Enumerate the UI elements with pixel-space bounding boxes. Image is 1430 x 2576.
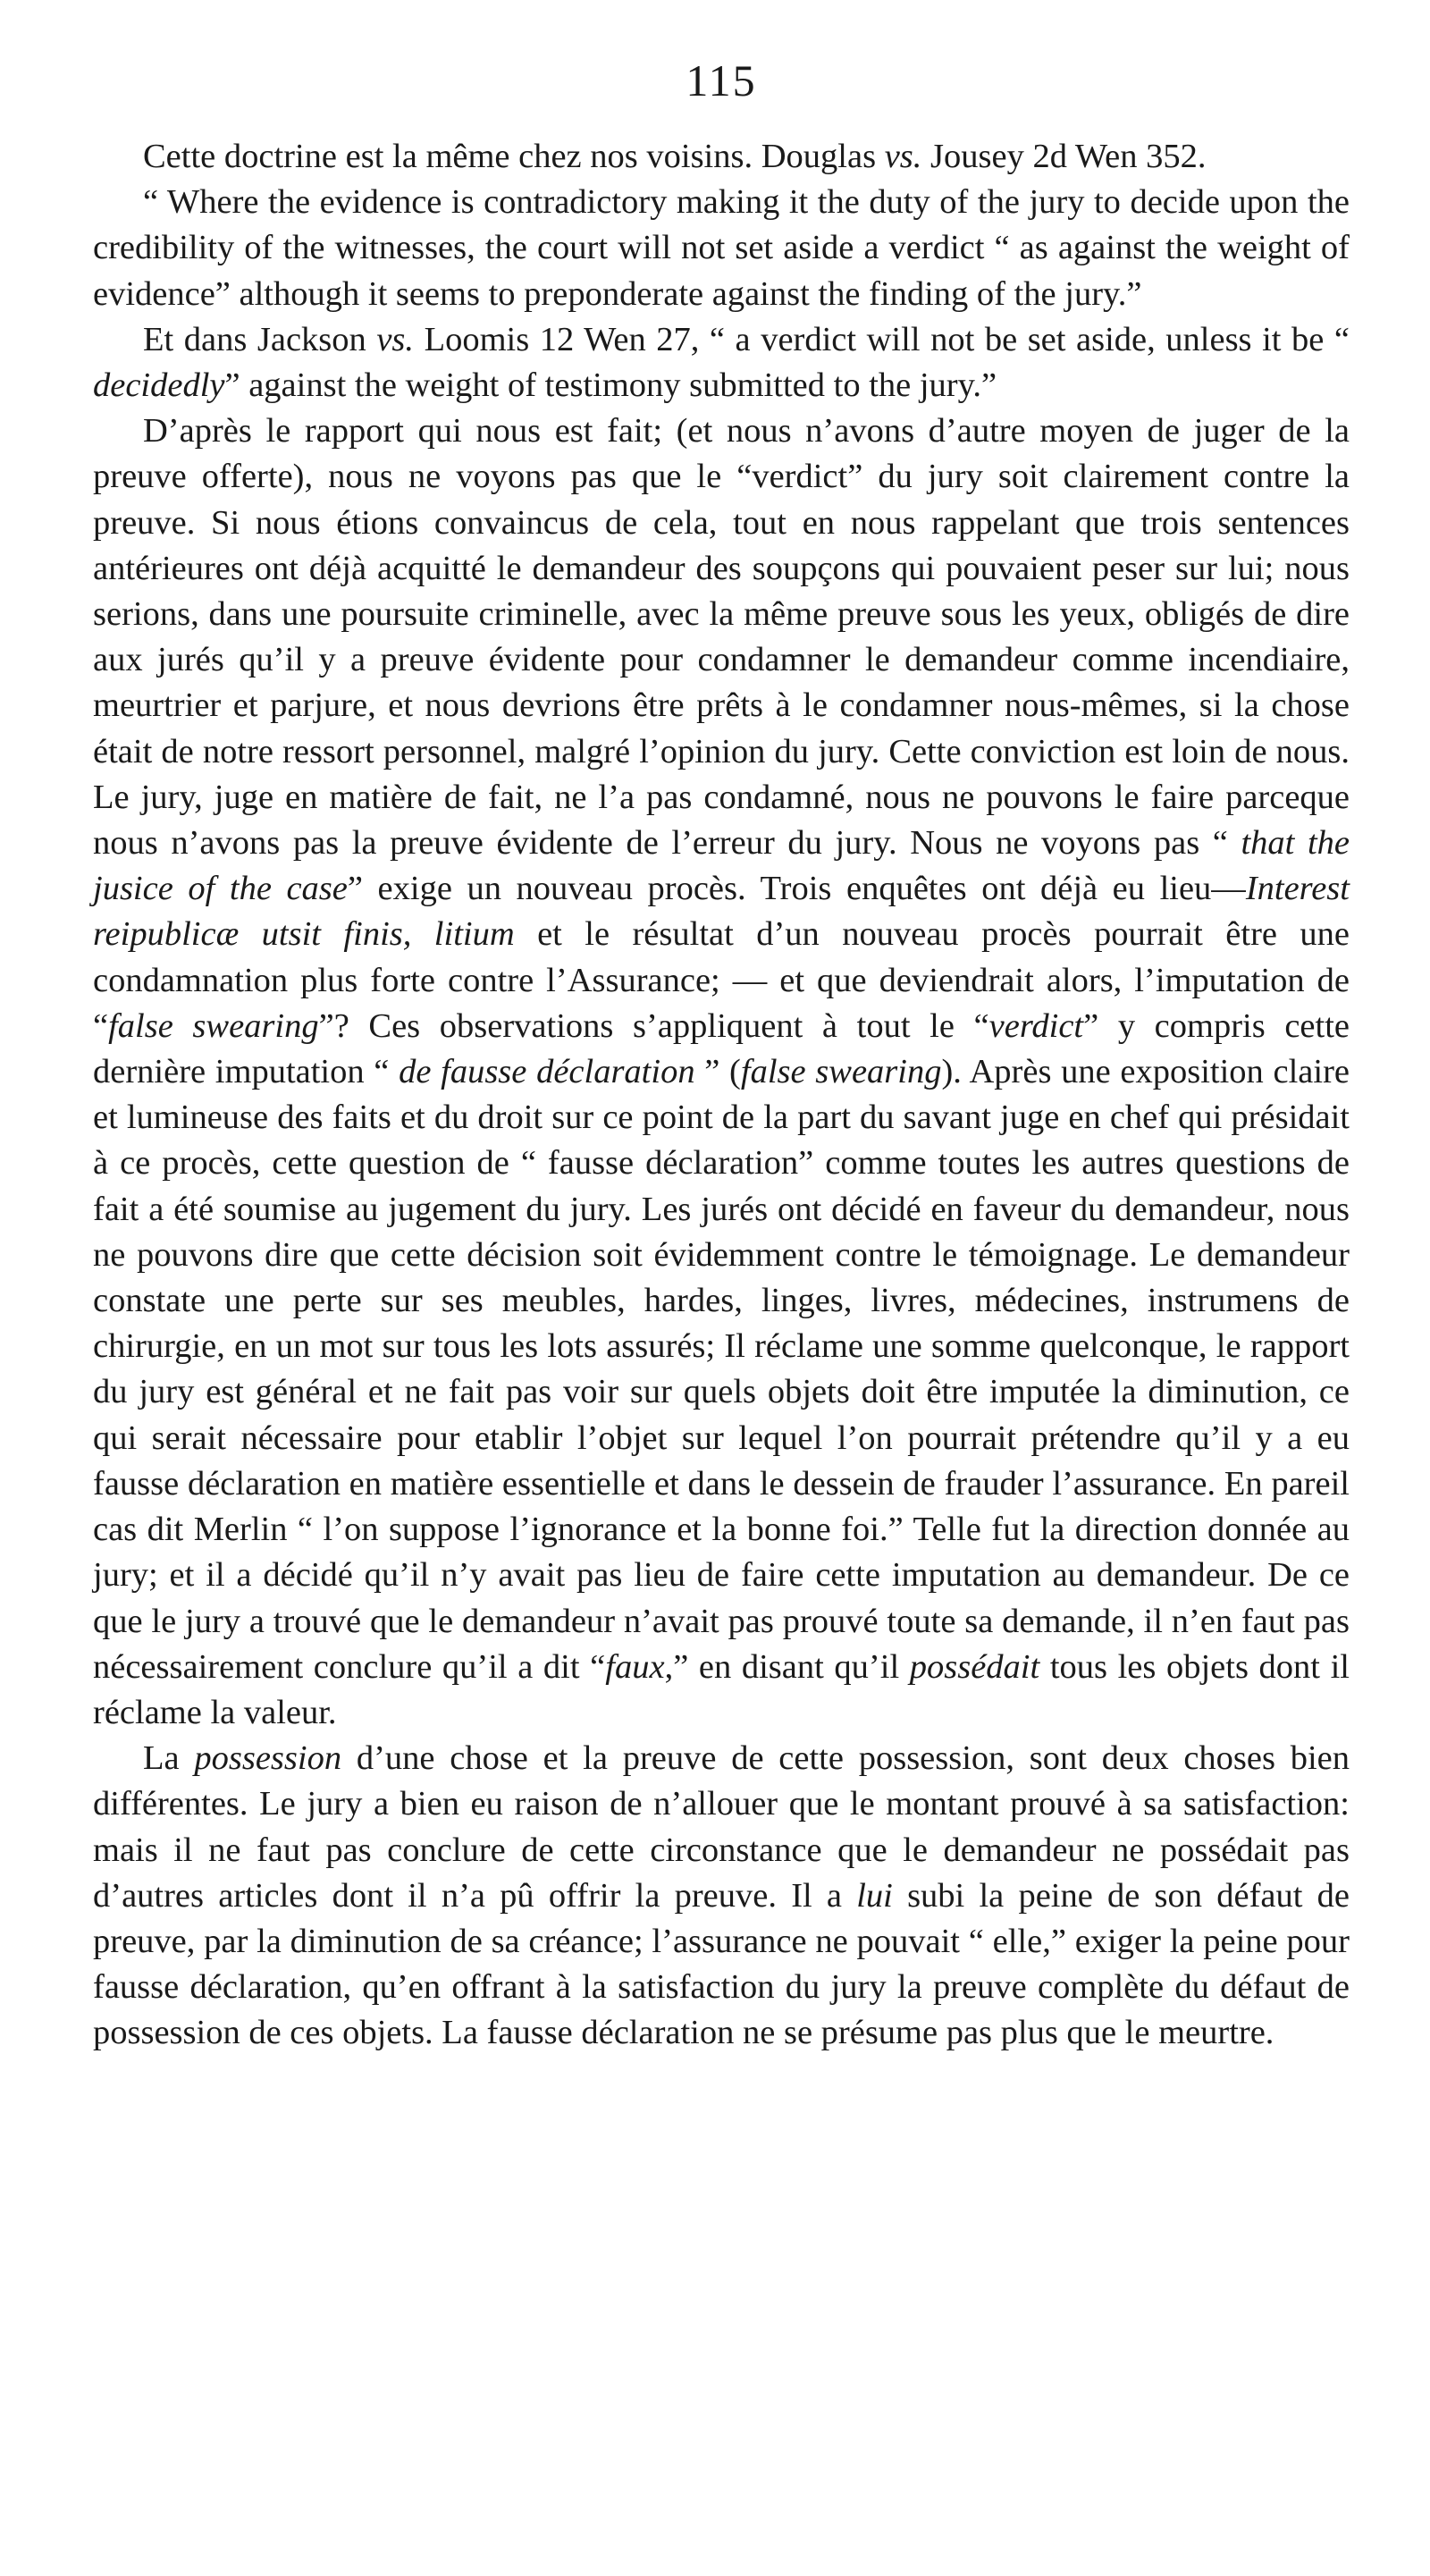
paragraph-5 <box>93 1736 1350 2056</box>
text-run: ”? Ces observations s’appliquent à tout le “ <box>318 1006 989 1045</box>
text-run: ” y compris cette dernière imputation “ <box>93 1006 1350 1091</box>
italic-text: lui <box>856 1876 893 1915</box>
text-run: ). Après une exposition claire et lumineuse des faits et du droit sur ce point de la part du savant juge en chef qui présidait à ce procès, cette question de “ fausse déclaration” comme toutes les autres questions de fait a été soumise au jugement du jury. Les jurés ont décidé en faveur du demandeur, nous ne pouvons dire que cette décision soit évidemment contre le témoignage. Le demandeur constate une perte sur ses meubles, hardes, linges, livres, médecines, instrumens de chirurgie, en un mot sur tous les lots assurés; Il réclame une somme quelconque, le rapport du jury est général et ne fait pas voir sur quels objets doit être imputée la diminution, ce qui serait nécessaire pour etablir l’objet sur lequel l’on pourrait prétendre qu’il y a eu fausse déclaration en matière essentielle et dans le dessein de frauder l’assurance. En pareil cas dit Merlin “ l’on suppose l’ignorance et la bonne foi.” Telle fut la direction donnée au jury; et il a décidé qu’il n’y avait pas lieu de faire cette imputation au demandeur. De ce que le jury a trouvé que le demandeur n’avait pas prouvé toute sa demande, il n’en faut pas nécessairement conclure qu’il a dit “ <box>93 1053 1350 1686</box>
text-run: tous les objets dont il réclame la valeur. <box>93 1647 1350 1731</box>
text-run: ,” en disant qu’il <box>664 1647 910 1686</box>
italic-text: possédait <box>909 1647 1040 1686</box>
italic-text: faux <box>605 1647 665 1686</box>
italic-text: de fausse déclaration <box>399 1053 695 1091</box>
italic-text: possession <box>194 1739 342 1778</box>
text-run: d’une chose et la preuve de cette possession, sont deux choses bien différentes. Le jury a bien eu raison de n’allouer que le montant prouvé à sa satisfaction: mais il ne faut pas conclure de cette circonstance que le demandeur ne possédait pas d’autres articles dont il n’a pû offrir la preuve. Il a <box>93 1739 1350 1915</box>
book-page <box>93 54 1350 2057</box>
italic-text: vs. <box>376 320 415 358</box>
text-run: Loomis 12 Wen 27, “ a verdict will not be set aside, unless it be “ <box>414 320 1350 358</box>
page-number: 115 <box>686 55 757 105</box>
italic-text: vs. <box>884 138 922 175</box>
text-run: et le résultat d’un nouveau procès pourrait être une condamnation plus forte contre l’Assurance; — et que deviendrait alors, l’imputation de “ <box>93 915 1350 1045</box>
text-run: Cette doctrine est la même chez nos voisins. Douglas <box>143 138 885 175</box>
italic-text: verdict <box>988 1006 1084 1045</box>
text-run: ” against the weight of testimony submitted to the jury.” <box>224 366 997 405</box>
text-run: “ Where the evidence is contradictory making it the duty of the jury to decide upon the credibility of the witnesses, the court will not set aside a verdict “ as against the weight of evidence” although it seems to preponderate against the finding of the jury.” <box>93 183 1350 313</box>
paragraph-1 <box>93 134 1350 180</box>
page-text <box>93 134 1350 2057</box>
italic-text: decidedly <box>93 366 225 405</box>
text-run: Et dans Jackson <box>143 320 377 358</box>
text-run: subi la peine de son défaut de preuve, par la diminution de sa créance; l’assurance ne pouvait “ elle,” exiger la peine pour fausse déclaration, qu’en offrant à la satisfaction du jury la preuve complète du défaut de possession de ces objets. La fausse déclaration ne se présume pas plus que le meurtre. <box>93 1876 1350 2052</box>
paragraph-4 <box>93 408 1350 1736</box>
italic-text: false swearing <box>108 1006 319 1045</box>
italic-text: that the jusice of the case <box>93 824 1350 908</box>
text-run: La <box>143 1739 195 1778</box>
italic-text: Interest reipublicæ utsit finis, litium <box>93 870 1350 954</box>
italic-text: false swearing <box>740 1053 942 1091</box>
text-run: ” ( <box>694 1053 741 1091</box>
paragraph-2 <box>93 180 1350 317</box>
text-run: ” exige un nouveau procès. Trois enquêtes ont déjà eu lieu— <box>347 870 1246 908</box>
text-run: Jousey 2d Wen 352. <box>921 138 1207 175</box>
paragraph-3 <box>93 317 1350 408</box>
text-run: D’après le rapport qui nous est fait; (et nous n’avons d’autre moyen de juger de la preuve offerte), nous ne voyons pas que le “verdict” du jury soit clairement contre la preuve. Si nous étions convaincus de cela, tout en nous rappelant que trois sentences antérieures ont déjà acquitté le demandeur des soupçons qui pouvaient peser sur lui; nous serions, dans une poursuite criminelle, avec la même preuve sous les yeux, obligés de dire aux jurés qu’il y a preuve évidente pour condamner le demandeur comme incendiaire, meurtrier et parjure, et nous devrions être prêts à le condamner nous-mêmes, si la chose était de notre ressort personnel, malgré l’opinion du jury. Cette conviction est loin de nous. Le jury, juge en matière de fait, ne l’a pas condamné, nous ne pouvons le faire parceque nous n’avons pas la preuve évidente de l’erreur du jury. Nous ne voyons pas “ <box>93 412 1350 863</box>
